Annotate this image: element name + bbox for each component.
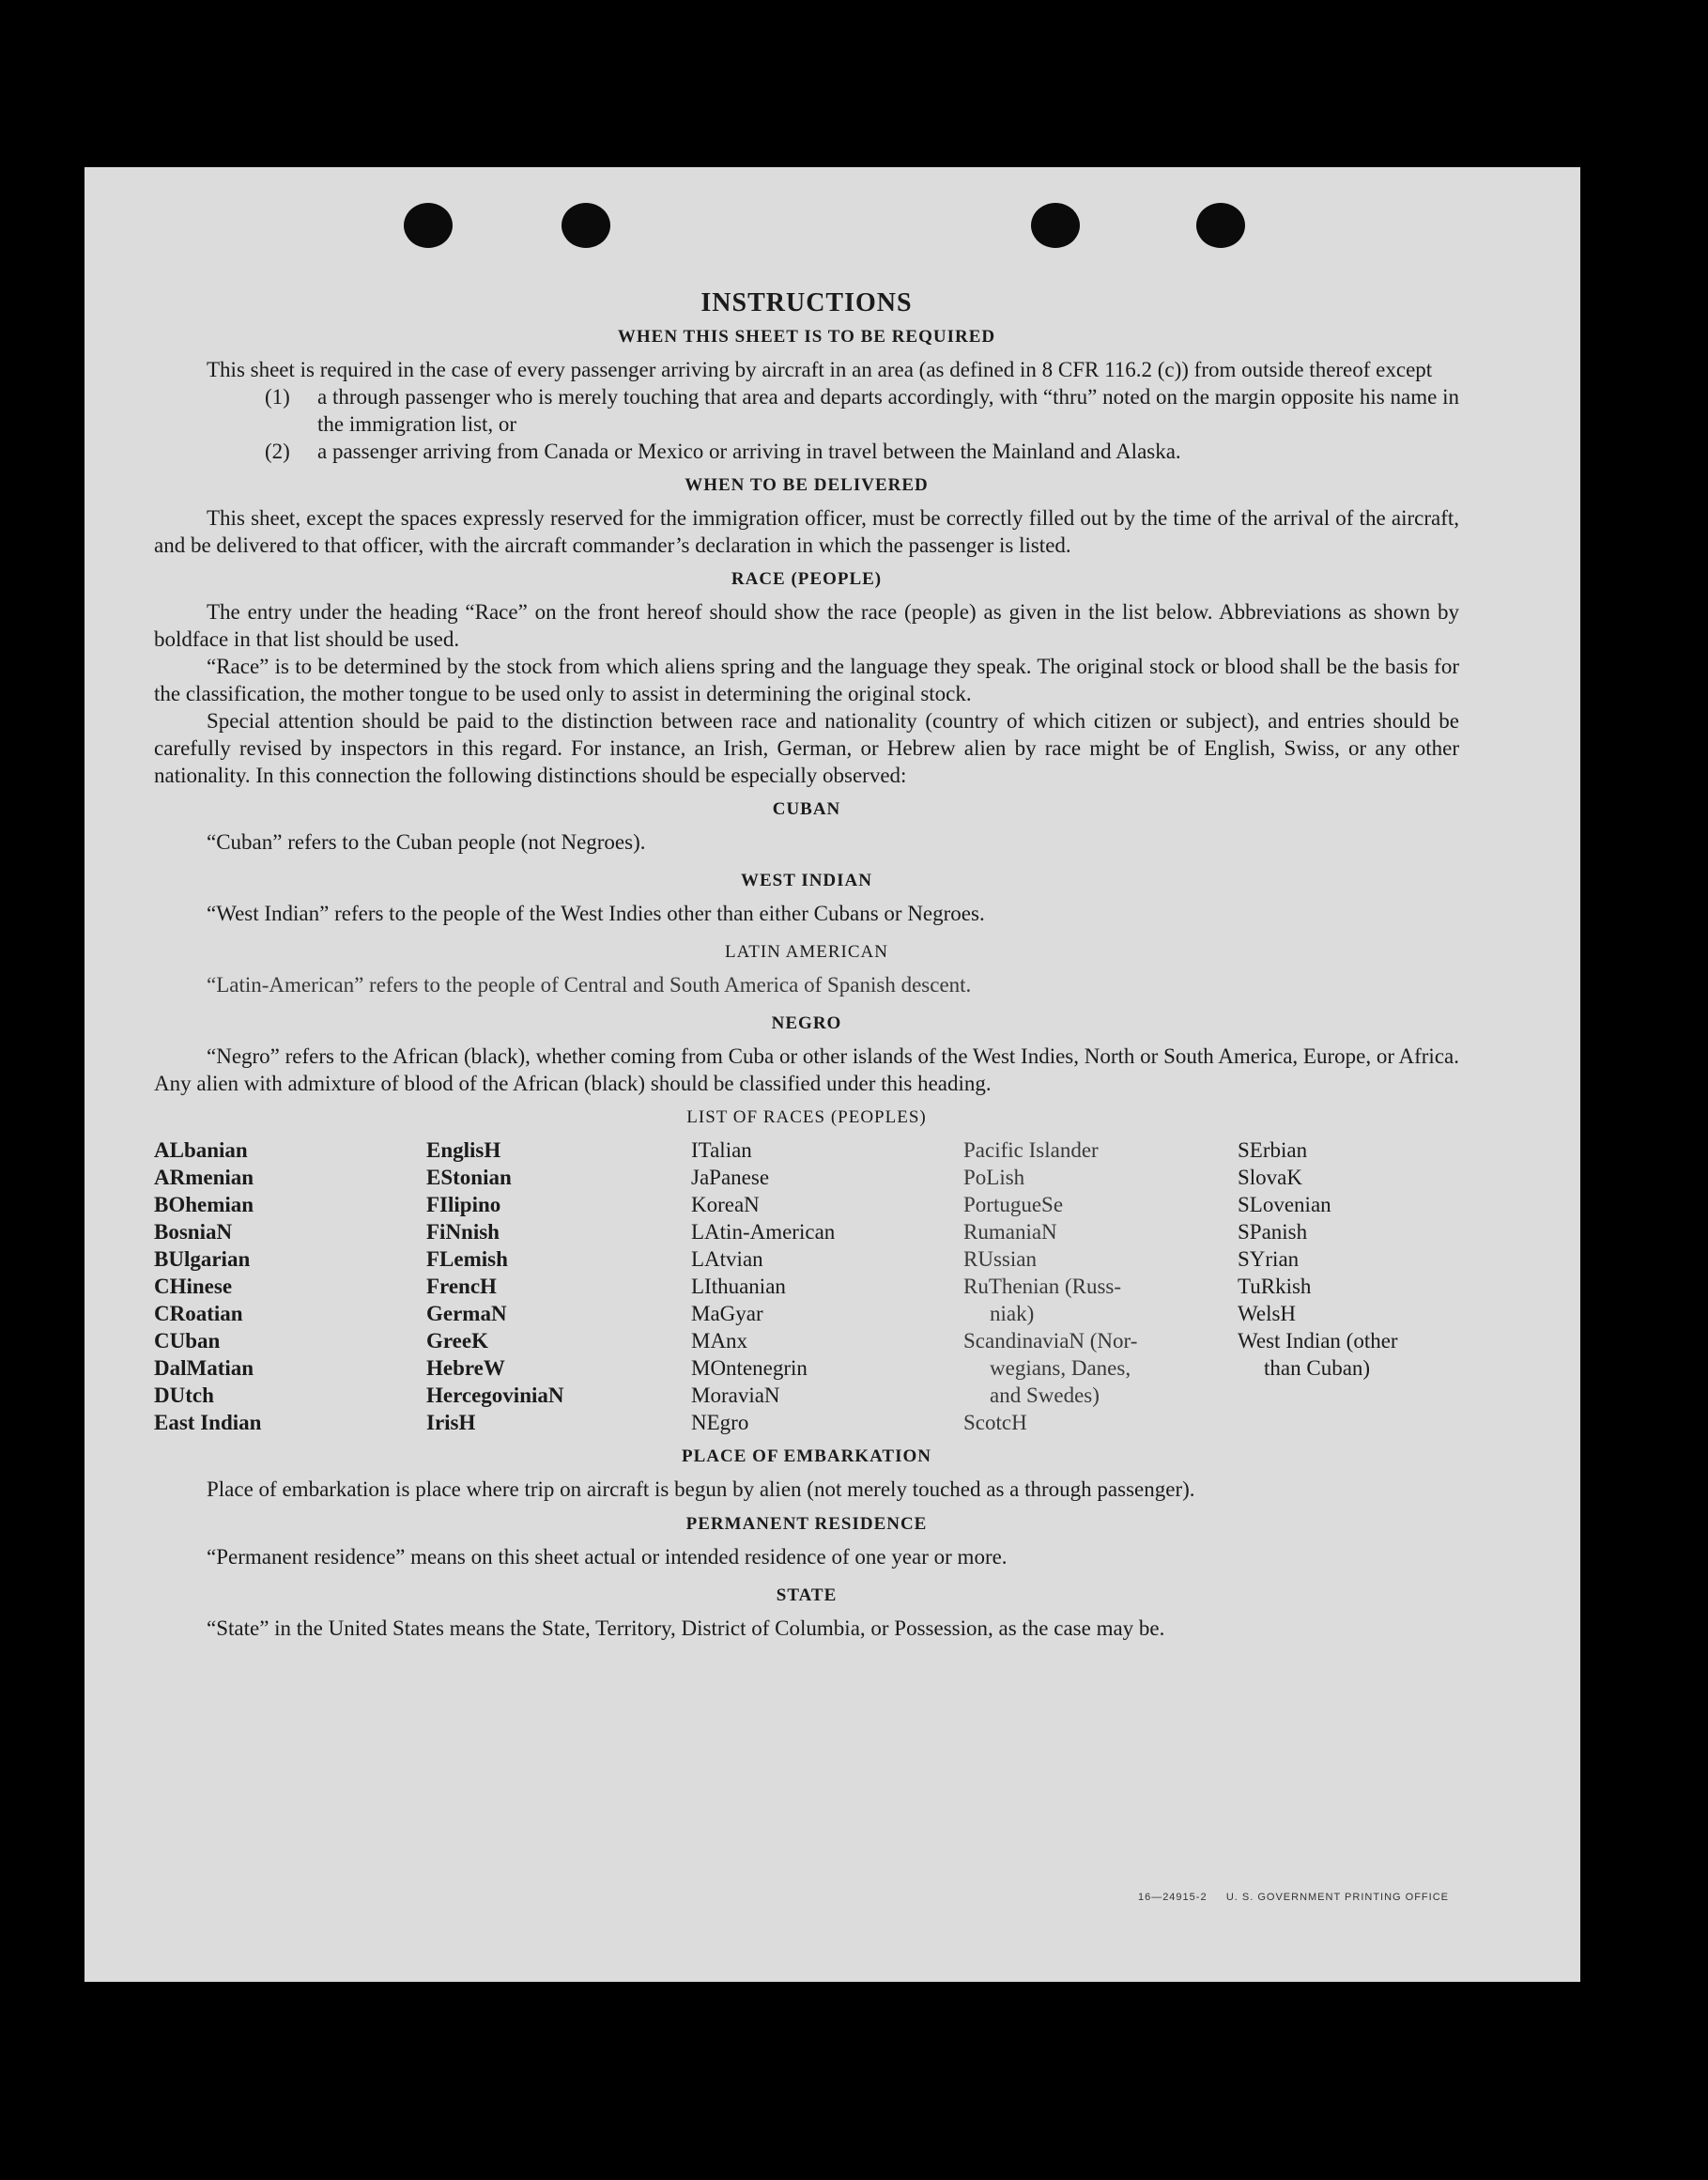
races-column — [426, 1136, 691, 1436]
race-item: DalMatian — [154, 1356, 254, 1380]
race-item: SYrian — [1238, 1247, 1300, 1271]
race-item: Pacific Islander — [963, 1138, 1099, 1162]
race-item: GermaN — [426, 1302, 507, 1325]
race-item: WelsH — [1238, 1302, 1297, 1325]
race-item: ScandinaviaN (Nor- — [963, 1329, 1138, 1353]
punch-hole — [404, 203, 453, 248]
race-item: ARmenian — [154, 1166, 254, 1189]
race-item: GreeK — [426, 1329, 488, 1353]
page-title: INSTRUCTIONS — [700, 288, 913, 317]
item-number: (1) — [265, 385, 290, 409]
cuban-text: “Cuban” refers to the Cuban people (not Negroes). — [207, 830, 646, 854]
race-item: FLemish — [426, 1247, 508, 1271]
race-item: RumaniaN — [963, 1220, 1057, 1244]
punch-hole — [1196, 203, 1245, 248]
races-list — [154, 1136, 1459, 1436]
race-item: NEgro — [691, 1411, 749, 1434]
race-item: DUtch — [154, 1384, 214, 1407]
race-paragraph-2: “Race” is to be determined by the stock from which aliens spring and the language they speak. The original stock or blood shall be the basis for the classification, the mother tongue to be used only to assist in determining the original stock. — [154, 655, 1459, 705]
race-item: SLovenian — [1238, 1193, 1331, 1216]
races-column — [691, 1136, 963, 1436]
race-item: PortugueSe — [963, 1193, 1064, 1216]
race-item: SlovaK — [1238, 1166, 1302, 1189]
race-paragraph-3: Special attention should be paid to the distinction between race and nationality (country of which citizen or subject), and entries should be carefully revised by inspectors in this regard. For instance, an Irish, German, or Hebrew alien by race might be of English, Swiss, or any other nationality. In this connection the following distinctions should be especially observed: — [154, 709, 1459, 787]
section-heading-races-list: LIST OF RACES (PEOPLES) — [686, 1107, 927, 1127]
race-item: LAtvian — [691, 1247, 763, 1271]
race-item: LIthuanian — [691, 1275, 786, 1298]
race-item: CRoatian — [154, 1302, 243, 1325]
print-code — [1138, 1892, 1449, 1903]
race-item: MaGyar — [691, 1302, 763, 1325]
race-item: FrencH — [426, 1275, 497, 1298]
required-item — [154, 438, 1459, 465]
race-item: East Indian — [154, 1411, 262, 1434]
document-sheet — [85, 167, 1580, 1982]
race-item: MoraviaN — [691, 1384, 780, 1407]
race-item: SErbian — [1238, 1138, 1308, 1162]
required-item — [154, 383, 1459, 438]
west-indian-text: “West Indian” refers to the people of the West Indies other than either Cubans or Negroes. — [207, 902, 985, 925]
race-item: niak) — [990, 1302, 1035, 1325]
state-text: “State” in the United States means the State, Territory, District of Columbia, or Possession, as the case may be. — [207, 1616, 1165, 1640]
race-item: West Indian (other — [1238, 1329, 1398, 1353]
section-heading-state: STATE — [776, 1585, 838, 1605]
race-item: and Swedes) — [990, 1384, 1100, 1407]
embarkation-text: Place of embarkation is place where trip on aircraft is begun by alien (not merely touched as a through passenger). — [207, 1477, 1195, 1501]
residence-text: “Permanent residence” means on this sheet actual or intended residence of one year or more. — [207, 1545, 1008, 1569]
race-item: EnglisH — [426, 1138, 501, 1162]
item-number: (2) — [265, 440, 290, 463]
race-item: SPanish — [1238, 1220, 1308, 1244]
race-item: than Cuban) — [1264, 1356, 1371, 1380]
race-item: RuThenian (Russ- — [963, 1275, 1122, 1298]
race-item: ITalian — [691, 1138, 752, 1162]
race-item: EStonian — [426, 1166, 512, 1189]
race-item: FiNnish — [426, 1220, 500, 1244]
section-heading-delivered: WHEN TO BE DELIVERED — [685, 475, 929, 495]
race-item: IrisH — [426, 1411, 476, 1434]
race-item: JaPanese — [691, 1166, 770, 1189]
race-item: PoLish — [963, 1166, 1025, 1189]
item-text: a through passenger who is merely touching that area and departs accordingly, with “thru” noted on the margin opposite his name in the immigration list, or — [317, 385, 1459, 436]
latin-american-text: “Latin-American” refers to the people of Central and South America of Spanish descent. — [207, 973, 972, 997]
race-item: BUlgarian — [154, 1247, 251, 1271]
race-item: ALbanian — [154, 1138, 248, 1162]
punch-hole — [1031, 203, 1080, 248]
printer-name: U. S. GOVERNMENT PRINTING OFFICE — [1225, 1892, 1449, 1903]
delivered-text: This sheet, except the spaces expressly reserved for the immigration officer, must be correctly filled out by the time of the arrival of the aircraft, and be delivered to that officer, with the aircraft commander’s declaration in which the passenger is listed. — [154, 506, 1459, 557]
item-text: a passenger arriving from Canada or Mexico or arriving in travel between the Mainland and Alaska. — [317, 440, 1181, 463]
race-item: FIlipino — [426, 1193, 501, 1216]
race-item: HercegoviniaN — [426, 1384, 564, 1407]
race-item: HebreW — [426, 1356, 505, 1380]
form-number: 16—24915-2 — [1137, 1892, 1208, 1903]
section-heading-west-indian: WEST INDIAN — [741, 871, 872, 890]
race-item: CUban — [154, 1329, 221, 1353]
race-item: LAtin-American — [691, 1220, 836, 1244]
race-item: BOhemian — [154, 1193, 254, 1216]
race-item: BosniaN — [154, 1220, 233, 1244]
section-heading-residence: PERMANENT RESIDENCE — [685, 1514, 928, 1534]
race-item: ScotcH — [963, 1411, 1027, 1434]
section-heading-latin-american: LATIN AMERICAN — [725, 942, 888, 962]
race-item: CHinese — [154, 1275, 233, 1298]
race-paragraph-1: The entry under the heading “Race” on the front hereof should show the race (people) as given in the list below. Abbreviations as shown by boldface in that list should be used. — [154, 600, 1459, 651]
section-heading-required: WHEN THIS SHEET IS TO BE REQUIRED — [617, 327, 996, 347]
required-intro: This sheet is required in the case of every passenger arriving by aircraft in an area (as defined in 8 CFR 116.2 (c)) from outside thereof except — [207, 358, 1433, 381]
race-item: RUssian — [963, 1247, 1037, 1271]
punch-hole — [562, 203, 610, 248]
race-item: TuRkish — [1238, 1275, 1312, 1298]
section-heading-race: RACE (PEOPLE) — [731, 569, 883, 589]
instructions-content — [154, 289, 1459, 1642]
section-heading-embarkation: PLACE OF EMBARKATION — [682, 1446, 931, 1466]
section-heading-negro: NEGRO — [771, 1013, 842, 1033]
negro-text: “Negro” refers to the African (black), whether coming from Cuba or other islands of the West Indies, North or South America, Europe, or Africa. Any alien with admixture of blood of the African (black) should be classified under this heading. — [154, 1044, 1459, 1095]
races-column — [1238, 1136, 1459, 1436]
race-item: KoreaN — [691, 1193, 760, 1216]
race-item: MAnx — [691, 1329, 748, 1353]
race-item: wegians, Danes, — [990, 1356, 1131, 1380]
race-item: MOntenegrin — [691, 1356, 808, 1380]
section-heading-cuban: CUBAN — [772, 799, 841, 819]
races-column — [154, 1136, 426, 1436]
races-column — [963, 1136, 1238, 1436]
